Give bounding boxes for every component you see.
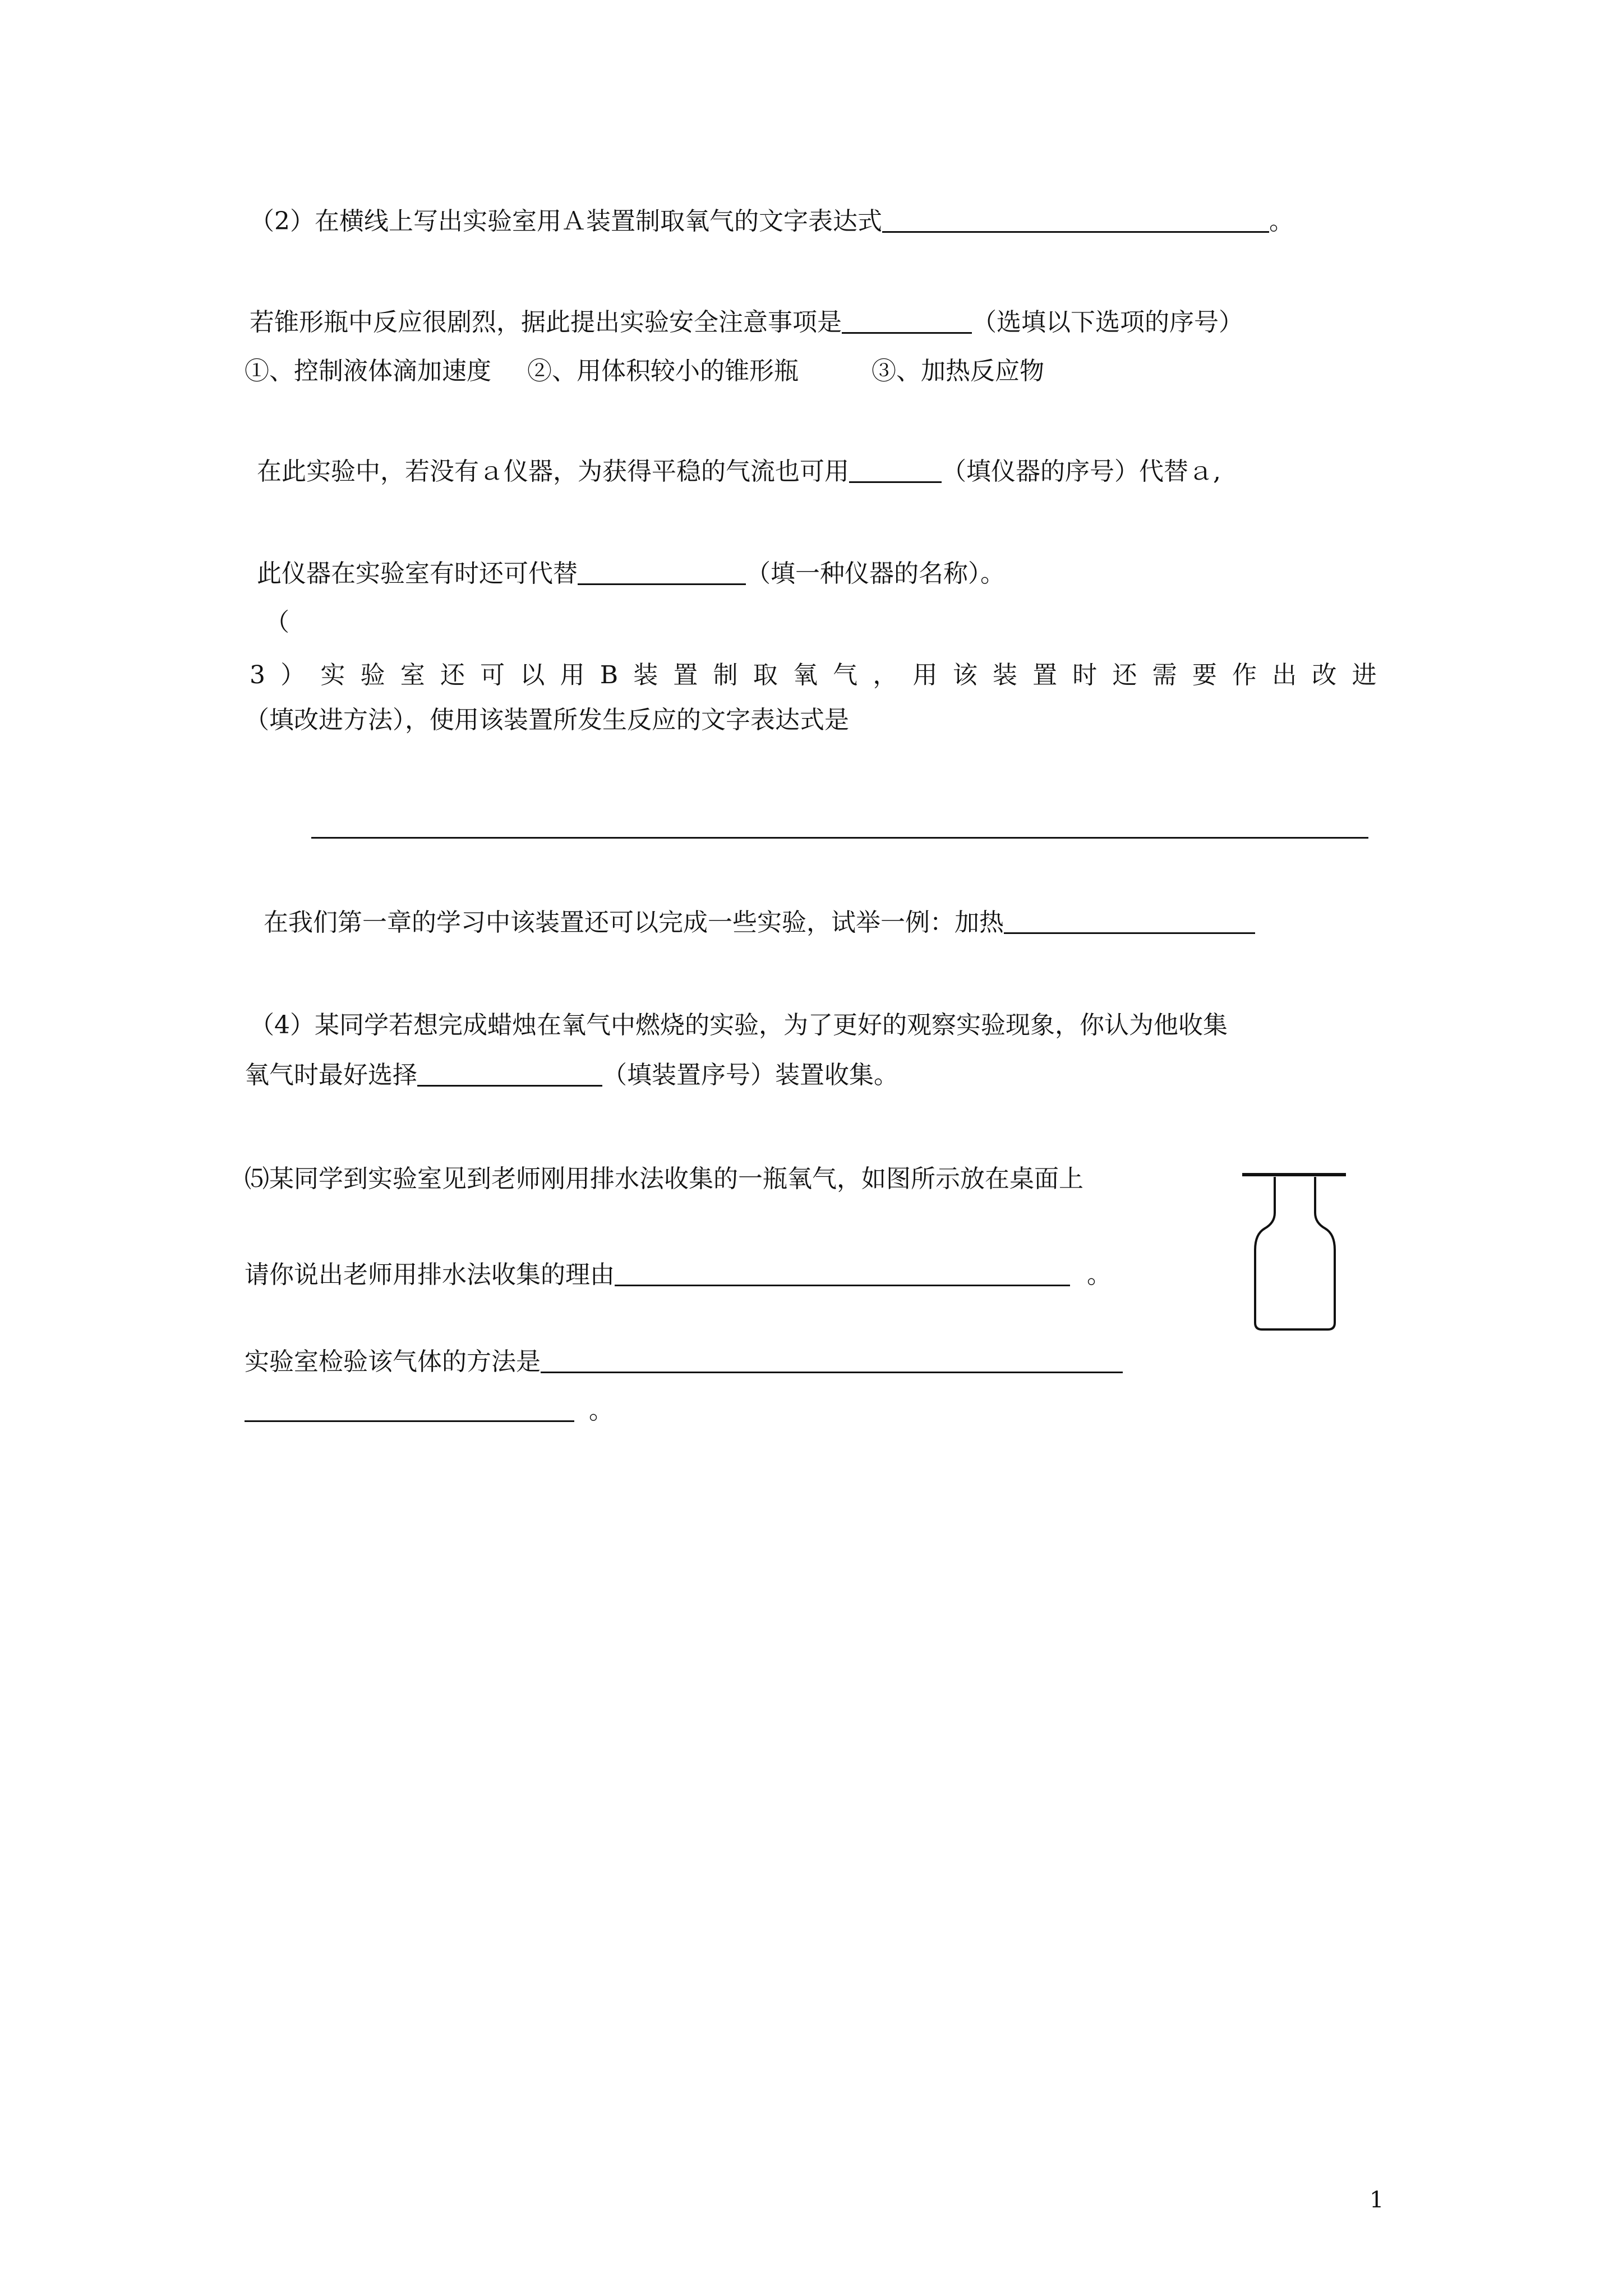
q2-line-5-text: 此仪器在实验室有时还可代替 xyxy=(257,559,578,588)
q3-spaced-char: 以 xyxy=(520,661,545,689)
page-number: 1 xyxy=(1370,2187,1384,2213)
q3-spaced-char: 氧 xyxy=(792,661,818,689)
q2-line-1-end: 。 xyxy=(1269,207,1294,236)
q3-line-4 xyxy=(264,910,1255,935)
q2-line-5 xyxy=(257,561,1005,586)
q3-spaced-char: 置 xyxy=(1032,661,1058,689)
q3-line-4-text: 在我们第一章的学习中该装置还可以完成一些实验，试举一例：加热 xyxy=(264,908,1004,937)
q3-spaced-char: 时 xyxy=(1072,661,1098,689)
q3-spaced-char: 需 xyxy=(1152,661,1177,689)
q2-answer-blank-1[interactable] xyxy=(882,209,1269,233)
q3-spaced-char: 改 xyxy=(1312,661,1337,689)
q3-spaced-char: 作 xyxy=(1232,661,1257,689)
q3-line-1-spaced xyxy=(250,663,1377,688)
q5-answer-blank-reason[interactable] xyxy=(615,1262,1070,1286)
q3-spaced-char: 取 xyxy=(753,661,778,689)
q3-spaced-char: B xyxy=(600,661,619,689)
q3-spaced-char: 要 xyxy=(1192,661,1217,689)
q3-spaced-char: 进 xyxy=(1352,661,1377,689)
q3-spaced-char: 实 xyxy=(320,661,345,689)
q3-spaced-char: ， xyxy=(873,661,898,689)
q2-line-5-hint: （填一种仪器的名称）。 xyxy=(746,559,1005,588)
q3-line-2: （填改进方法），使用该装置所发生反应的文字表达式是 xyxy=(245,706,849,734)
q3-spaced-char: 室 xyxy=(400,661,425,689)
q3-spaced-char: 该 xyxy=(952,661,978,689)
q2-option-1: ①、控制液体滴加速度 xyxy=(245,357,491,385)
q3-spaced-char: 3 xyxy=(250,661,265,689)
q5-line-4-end: 。 xyxy=(589,1396,614,1425)
q2-line-2-text: 若锥形瓶中反应很剧烈，据此提出实验安全注意事项是 xyxy=(250,308,842,337)
q2-options xyxy=(245,359,1044,384)
q5-answer-blank-test-cont[interactable] xyxy=(245,1398,574,1422)
q3-open-paren: （ xyxy=(265,608,289,637)
q3-spaced-char: 出 xyxy=(1272,661,1297,689)
q5-line-3-text: 实验室检验该气体的方法是 xyxy=(245,1347,541,1376)
q2-line-1-text: （2）在横线上写出实验室用Ａ装置制取氧气的文字表达式 xyxy=(250,207,882,236)
q3-spaced-char: 制 xyxy=(713,661,738,689)
q5-line-1: ⑸某同学到实验室见到老师刚用排水法收集的一瓶氧气，如图所示放在桌面上 xyxy=(245,1165,1083,1193)
q2-line-4-hint: （填仪器的序号）代替ａ, xyxy=(942,457,1221,486)
q3-spaced-char: 验 xyxy=(360,661,385,689)
q3-spaced-char: 可 xyxy=(480,661,505,689)
q5-line-2-end: 。 xyxy=(1087,1260,1112,1289)
q2-line-4-text: 在此实验中，若没有ａ仪器，为获得平稳的气流也可用 xyxy=(257,457,849,486)
q2-line-2 xyxy=(250,310,1243,335)
q4-line-1: （4）某同学若想完成蜡烛在氧气中燃烧的实验，为了更好的观察实验现象，你认为他收集 xyxy=(250,1011,1228,1039)
q3-spaced-char: 置 xyxy=(673,661,698,689)
q4-answer-blank[interactable] xyxy=(417,1062,602,1087)
q3-spaced-char: ） xyxy=(280,661,306,689)
q5-line-2-text: 请你说出老师用排水法收集的理由 xyxy=(245,1260,615,1289)
gas-collecting-bottle-icon xyxy=(1239,1167,1352,1335)
q3-spaced-char: 用 xyxy=(912,661,938,689)
q2-line-4 xyxy=(257,459,1221,484)
q3-spaced-char: 用 xyxy=(560,661,585,689)
q3-spaced-char: 还 xyxy=(1112,661,1137,689)
q5-line-2 xyxy=(245,1262,1112,1287)
q3-spaced-char: 气 xyxy=(833,661,858,689)
q2-option-2: ②、用体积较小的锥形瓶 xyxy=(527,357,799,385)
q3-spaced-char: 装 xyxy=(633,661,658,689)
q5-answer-blank-test[interactable] xyxy=(541,1349,1123,1373)
q3-spaced-char: 还 xyxy=(440,661,465,689)
q2-answer-blank-4[interactable] xyxy=(578,561,746,585)
q3-answer-line-equation[interactable] xyxy=(311,837,1368,839)
q4-line-2-text: 氧气时最好选择 xyxy=(245,1061,417,1089)
q3-answer-blank-heating[interactable] xyxy=(1004,910,1255,934)
q2-line-2-hint: （选填以下选项的序号） xyxy=(972,308,1243,337)
q2-option-3: ③、加热反应物 xyxy=(872,357,1044,385)
q4-line-2-hint: （填装置序号）装置收集。 xyxy=(602,1061,898,1089)
q2-answer-blank-3[interactable] xyxy=(849,459,942,483)
q2-line-1 xyxy=(250,209,1294,234)
q4-line-2 xyxy=(245,1062,898,1088)
q5-line-3 xyxy=(245,1349,1123,1374)
q2-answer-blank-2[interactable] xyxy=(842,310,972,334)
q5-line-4 xyxy=(245,1398,614,1423)
q3-spaced-char: 装 xyxy=(992,661,1017,689)
